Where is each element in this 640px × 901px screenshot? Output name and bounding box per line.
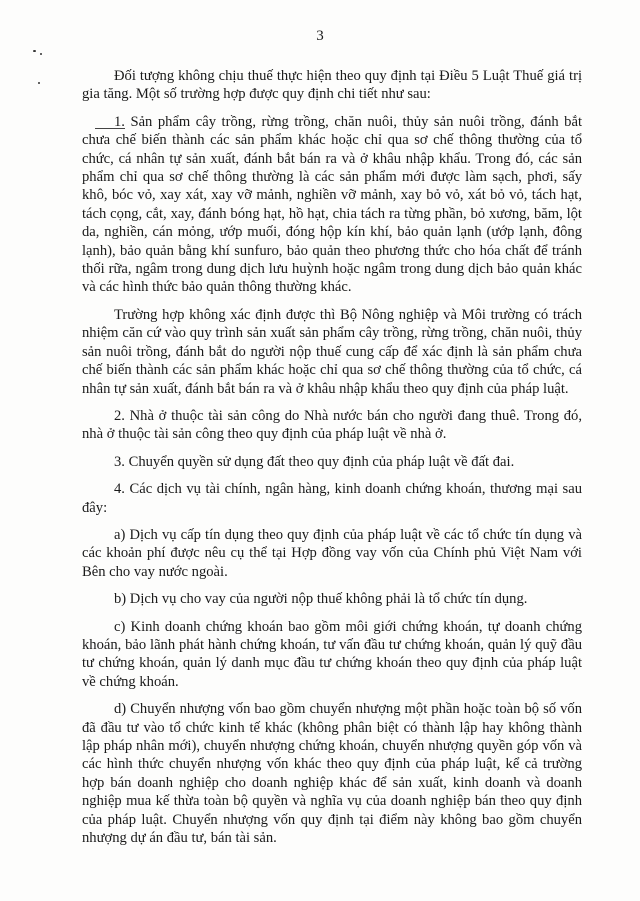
scan-speck xyxy=(38,82,40,84)
item-4d-paragraph: d) Chuyển nhượng vốn bao gồm chuyển nhượng một phần hoặc toàn bộ số vốn đã đầu tư vào tổ chức kinh tế khác (không phân biệt có thành lập hay không thành lập pháp nhân mới), chuyển nhượng chứng khoán, chuyển nhượng quyền góp vốn và các hình thức chuyển nhượng vốn khác theo quy định của pháp luật, kể cả trường hợp bán doanh nghiệp cho doanh nghiệp khác để sản xuất, kinh doanh và doanh nghiệp mua kế thừa toàn bộ quyền và nghĩa vụ của doanh nghiệp bán theo quy định của pháp luật. Chuyển nhượng vốn quy định tại điểm này không bao gồm chuyển nhượng dự án đầu tư, bán tài sản. xyxy=(82,701,582,847)
item-4-paragraph: 4. Các dịch vụ tài chính, ngân hàng, kinh doanh chứng khoán, thương mại sau đây: xyxy=(82,481,582,516)
document-body xyxy=(82,67,582,856)
scan-speck xyxy=(40,53,42,55)
scan-speck xyxy=(33,50,36,52)
item-4b-paragraph: b) Dịch vụ cho vay của người nộp thuế không phải là tổ chức tín dụng. xyxy=(114,591,528,608)
item-4c-paragraph: c) Kinh doanh chứng khoán bao gồm môi giới chứng khoán, tự doanh chứng khoán, bảo lãnh phát hành chứng khoán, tư vấn đầu tư chứng khoán, quản lý quỹ đầu tư chứng khoán, quản lý danh mục đầu tư chứng khoán theo quy định của pháp luật về chứng khoán. xyxy=(82,618,582,690)
item-3-paragraph: 3. Chuyển quyền sử dụng đất theo quy định của pháp luật về đất đai. xyxy=(114,453,515,470)
item-1-note-paragraph: Trường hợp không xác định được thì Bộ Nông nghiệp và Môi trường có trách nhiệm căn cứ vào quy trình sản xuất sản phẩm cây trồng, rừng trồng, chăn nuôi, thủy sản nuôi trồng, đánh bắt do người nộp thuế cung cấp để xác định là sản phẩm chưa chế biến thành các sản phẩm khác hoặc chỉ qua sơ chế thông thường của tổ chức, cá nhân tự sản xuất, đánh bắt bán ra và ở khâu nhập khẩu theo quy định của pháp luật. xyxy=(82,306,582,397)
item-2-paragraph: 2. Nhà ở thuộc tài sản công do Nhà nước bán cho người đang thuê. Trong đó, nhà ở thuộc tài sản công theo quy định của pháp luật về nhà ở. xyxy=(82,407,582,443)
intro-paragraph: Đối tượng không chịu thuế thực hiện theo quy định tại Điều 5 Luật Thuế giá trị gia tăng. Một số trường hợp được quy định chi tiết như sau: xyxy=(82,68,582,103)
page-number: 3 xyxy=(316,28,324,44)
item-1-paragraph: 1. Sản phẩm cây trồng, rừng trồng, chăn nuôi, thủy sản nuôi trồng, đánh bắt chưa chế biến thành các sản phẩm khác hoặc chỉ qua sơ chế thông thường của tổ chức, cá nhân tự sản xuất, đánh bắt bán ra và ở khâu nhập khẩu. Trong đó, các sản phẩm chỉ qua sơ chế thông thường là các sản phẩm mới được làm sạch, phơi, sấy khô, bóc vỏ, xay xát, xay vỡ mảnh, nghiền vỡ mảnh, xay bỏ vỏ, xát bỏ vỏ, tách hạt, tách cọng, cắt, xay, đánh bóng hạt, hồ hạt, chia tách ra từng phần, bỏ xương, băm, lột da, nghiền, cán mỏng, ướp muối, đóng hộp kín khí, bảo quản lạnh (ướp lạnh, đông lạnh), bảo quản bằng khí sunfuro, bảo quản theo phương thức cho hóa chất để tránh thối rữa, ngâm trong dung dịch lưu huỳnh hoặc ngâm trong dung dịch bảo quản khác và các hình thức bảo quản thông thường khác. xyxy=(82,113,582,296)
item-4a-paragraph: a) Dịch vụ cấp tín dụng theo quy định của pháp luật về các tổ chức tín dụng và các khoản phí được nêu cụ thể tại Hợp đồng vay vốn của Chính phủ Việt Nam với Bên cho vay nước ngoài. xyxy=(82,526,582,580)
